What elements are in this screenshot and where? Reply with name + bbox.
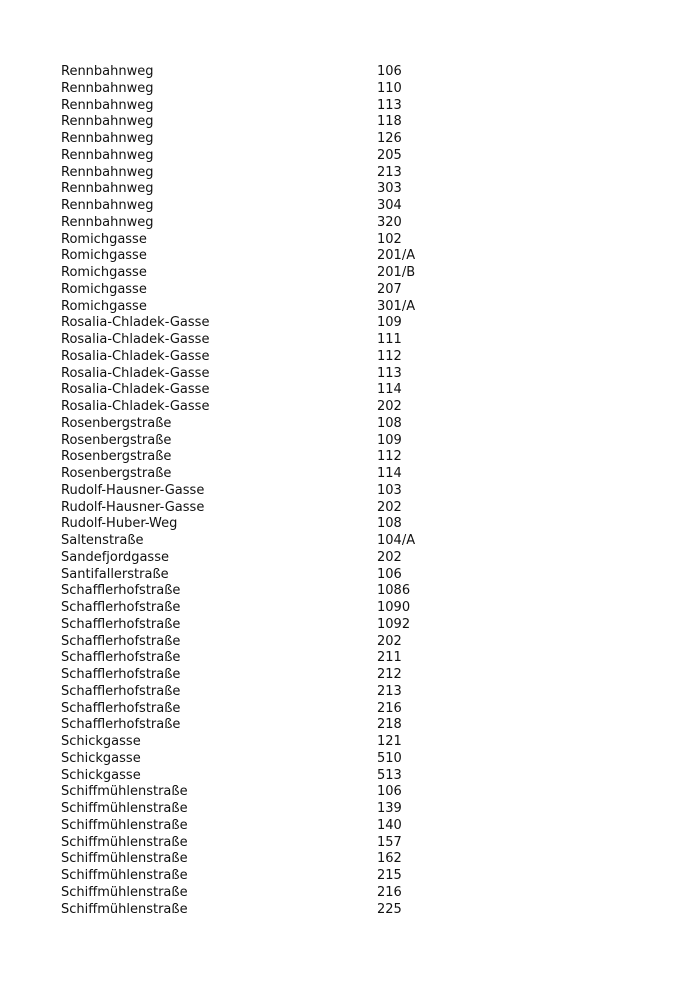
house-number-cell: 102 [377,231,402,247]
table-row [61,600,461,617]
table-row [61,567,461,584]
table-row [61,416,461,433]
house-number-cell: 201/B [377,265,416,280]
table-row [61,701,461,718]
house-number-cell: 109 [377,315,402,331]
house-number-cell: 109 [377,432,402,448]
house-number-cell: 216 [377,700,402,716]
table-row [61,399,461,416]
street-name-cell: Rosalia-Chladek-Gasse [61,315,210,331]
house-number-cell: 162 [377,851,402,867]
house-number-cell: 202 [377,549,402,565]
street-name-cell: Schiffmühlenstraße [61,884,188,900]
street-name-cell: Schafflerhofstraße [61,600,181,615]
table-row [61,768,461,785]
house-number-cell: 213 [377,164,402,180]
street-name-cell: Sandefjordgasse [61,549,169,565]
table-row [61,650,461,667]
street-name-cell: Rennbahnweg [61,214,154,230]
street-name-cell: Schafflerhofstraße [61,616,181,632]
table-row [61,131,461,148]
street-name-cell: Schafflerhofstraße [61,683,181,699]
house-number-cell: 513 [377,767,402,783]
street-name-cell: Schickgasse [61,750,141,766]
house-number-cell: 106 [377,64,402,79]
table-row [61,818,461,835]
house-number-cell: 320 [377,214,402,230]
street-name-cell: Rennbahnweg [61,131,154,146]
table-row [61,148,461,165]
street-name-cell: Schickgasse [61,734,141,749]
street-name-cell: Schickgasse [61,767,141,783]
table-row [61,902,461,919]
table-row [61,634,461,651]
house-number-cell: 157 [377,834,402,850]
table-row [61,349,461,366]
table-row [61,282,461,299]
street-name-cell: Rennbahnweg [61,181,154,197]
house-number-cell: 510 [377,750,402,766]
table-row [61,516,461,533]
house-number-cell: 106 [377,784,402,800]
street-name-cell: Rosenbergstraße [61,432,172,448]
house-number-cell: 202 [377,399,402,414]
street-name-cell: Schiffmühlenstraße [61,801,188,816]
table-row [61,433,461,450]
house-number-cell: 103 [377,482,402,498]
table-row [61,835,461,852]
table-row [61,215,461,232]
street-name-cell: Rosenbergstraße [61,449,172,465]
table-row [61,232,461,249]
table-row [61,500,461,517]
street-name-cell: Rennbahnweg [61,198,154,213]
street-name-cell: Rennbahnweg [61,97,154,113]
table-row [61,114,461,131]
house-number-cell: 212 [377,667,402,682]
house-number-cell: 1090 [377,600,411,615]
street-name-cell: Schafflerhofstraße [61,583,181,599]
house-number-cell: 114 [377,466,402,481]
house-number-cell: 140 [377,817,402,833]
street-name-cell: Rosalia-Chladek-Gasse [61,365,210,381]
table-row [61,851,461,868]
house-number-cell: 202 [377,633,402,649]
table-row [61,550,461,567]
street-name-cell: Rudolf-Hausner-Gasse [61,482,205,498]
table-row [61,751,461,768]
house-number-cell: 202 [377,499,402,515]
table-row [61,667,461,684]
table-row [61,81,461,98]
house-number-cell: 215 [377,868,402,883]
street-name-cell: Schiffmühlenstraße [61,901,188,917]
street-name-cell: Rudolf-Hausner-Gasse [61,499,205,515]
table-row [61,617,461,634]
street-name-cell: Romichgasse [61,298,147,314]
house-number-cell: 201/A [377,248,416,264]
table-row [61,868,461,885]
street-name-cell: Rosalia-Chladek-Gasse [61,382,210,398]
table-row [61,684,461,701]
table-row [61,64,461,81]
street-name-cell: Schiffmühlenstraße [61,868,188,883]
house-number-cell: 110 [377,80,402,96]
house-number-cell: 111 [377,332,402,347]
house-number-cell: 225 [377,901,402,917]
house-number-cell: 301/A [377,298,416,314]
house-number-cell: 213 [377,683,402,699]
street-name-cell: Schafflerhofstraße [61,717,181,733]
table-row [61,801,461,818]
house-number-cell: 112 [377,449,402,465]
table-row [61,734,461,751]
table-row [61,583,461,600]
street-name-cell: Schiffmühlenstraße [61,834,188,850]
table-row [61,885,461,902]
house-number-cell: 216 [377,884,402,900]
house-number-cell: 108 [377,415,402,431]
house-number-cell: 113 [377,97,402,113]
table-row [61,382,461,399]
house-number-cell: 121 [377,734,402,749]
house-number-cell: 205 [377,147,402,163]
street-name-cell: Schafflerhofstraße [61,700,181,716]
house-number-cell: 303 [377,181,402,197]
house-number-cell: 112 [377,348,402,364]
table-row [61,315,461,332]
street-name-cell: Schafflerhofstraße [61,667,181,682]
street-name-cell: Schiffmühlenstraße [61,817,188,833]
street-name-cell: Rennbahnweg [61,164,154,180]
street-name-cell: Schafflerhofstraße [61,633,181,649]
street-name-cell: Schafflerhofstraße [61,650,181,666]
street-name-cell: Rennbahnweg [61,147,154,163]
house-number-cell: 106 [377,566,402,582]
street-name-cell: Rosalia-Chladek-Gasse [61,399,210,414]
street-name-cell: Rosenbergstraße [61,415,172,431]
table-row [61,198,461,215]
street-name-cell: Santifallerstraße [61,566,169,582]
table-row [61,332,461,349]
house-number-cell: 118 [377,114,402,130]
house-number-cell: 1086 [377,583,411,599]
street-name-cell: Rosalia-Chladek-Gasse [61,348,210,364]
table-row [61,265,461,282]
table-row [61,449,461,466]
street-name-cell: Rennbahnweg [61,114,154,130]
table-row [61,366,461,383]
street-name-cell: Schiffmühlenstraße [61,851,188,867]
street-name-cell: Romichgasse [61,281,147,297]
house-number-cell: 218 [377,717,402,733]
table-row [61,483,461,500]
house-number-cell: 126 [377,131,402,146]
street-name-cell: Rudolf-Huber-Weg [61,516,178,532]
house-number-cell: 139 [377,801,402,816]
house-number-cell: 211 [377,650,402,666]
table-row [61,466,461,483]
table-row [61,98,461,115]
table-row [61,299,461,316]
house-number-cell: 304 [377,198,402,213]
street-name-cell: Rennbahnweg [61,80,154,96]
house-number-cell: 1092 [377,616,411,632]
street-name-cell: Rennbahnweg [61,64,154,79]
house-number-cell: 207 [377,281,402,297]
street-name-cell: Romichgasse [61,231,147,247]
address-table [61,64,461,918]
street-name-cell: Saltenstraße [61,533,144,548]
table-row [61,181,461,198]
table-row [61,533,461,550]
house-number-cell: 108 [377,516,402,532]
table-row [61,717,461,734]
table-row [61,248,461,265]
street-name-cell: Romichgasse [61,265,147,280]
house-number-cell: 114 [377,382,402,398]
street-name-cell: Rosenbergstraße [61,466,172,481]
street-name-cell: Romichgasse [61,248,147,264]
table-row [61,165,461,182]
table-row [61,784,461,801]
house-number-cell: 104/A [377,533,416,548]
house-number-cell: 113 [377,365,402,381]
street-name-cell: Rosalia-Chladek-Gasse [61,332,210,347]
street-name-cell: Schiffmühlenstraße [61,784,188,800]
